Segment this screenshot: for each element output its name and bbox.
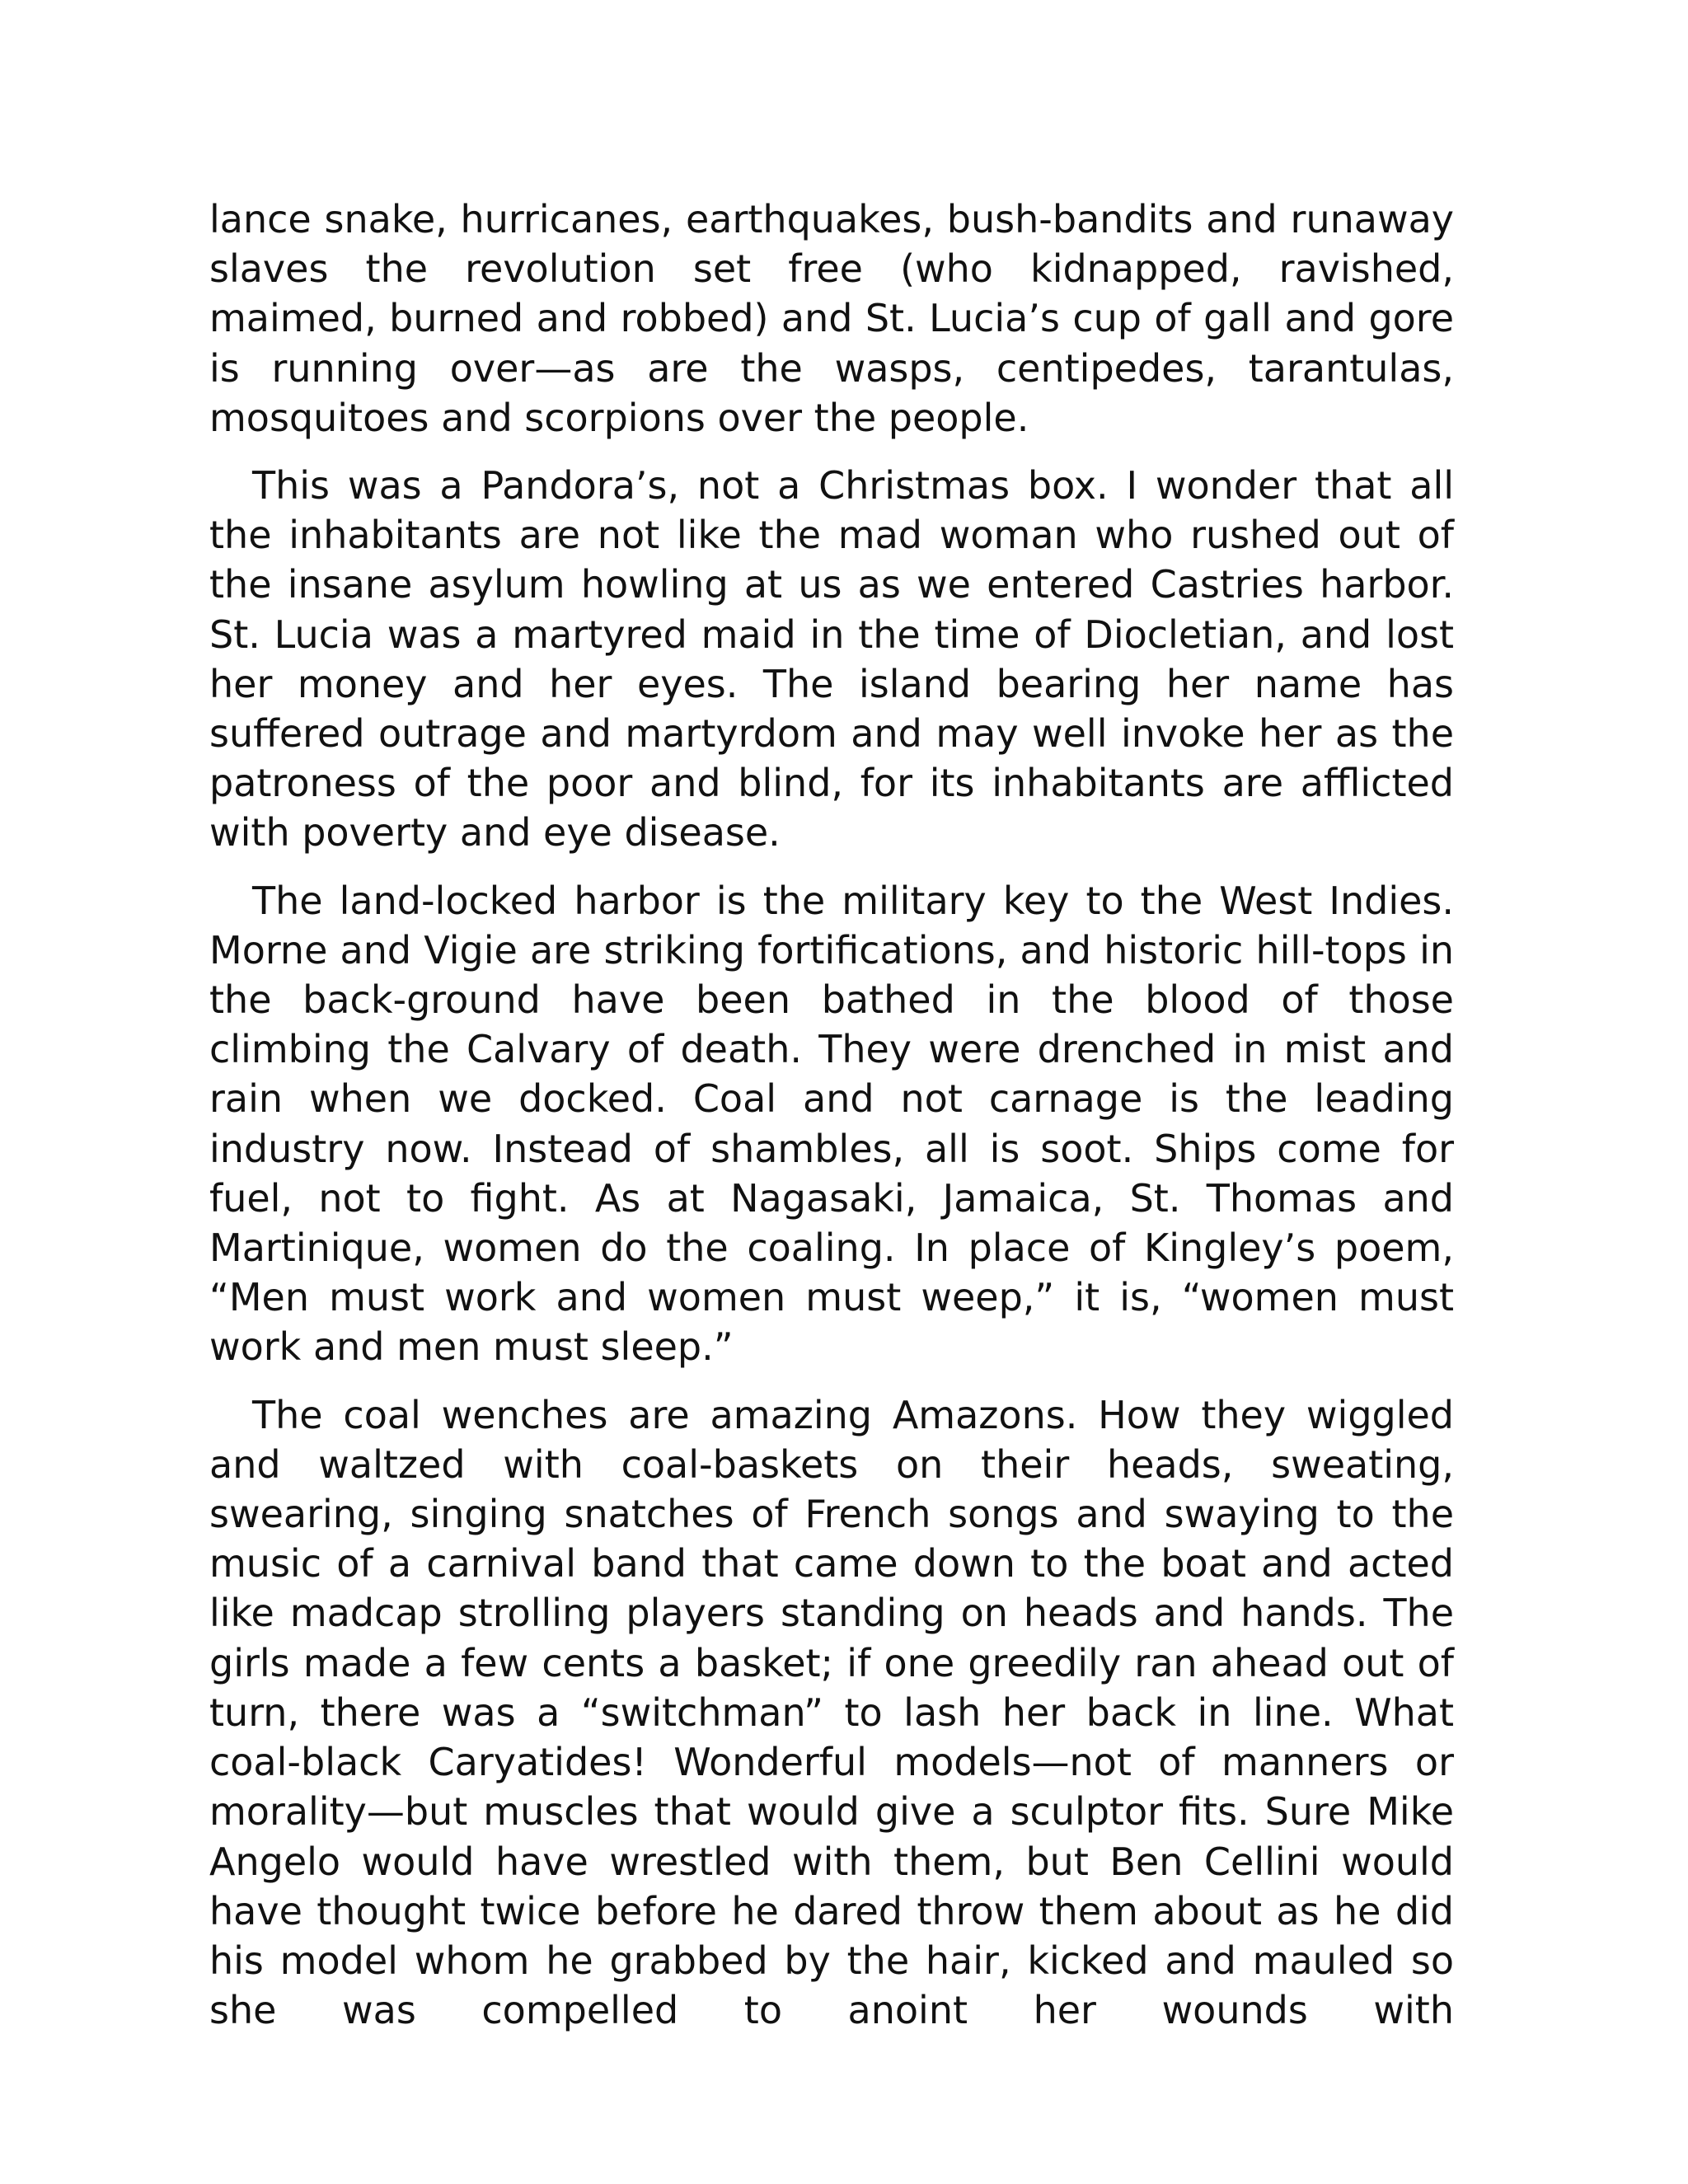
paragraph-4: The coal wenches are amazing Amazons. How they wiggled and waltzed with coal-baskets on their heads, sweating, swearing, singing snatches of French songs and swaying to the music of a carnival band that came down to the boat and acted like madcap strolling players standing on heads and hands. The girls made a few cents a basket; if one greedily ran ahead out of turn, there was a “switchman” to lash her back in line. What coal-black Caryatides! Wonderful models—not of manners or morality—but muscles that would give a sculptor fits. Sure Mike Angelo would have wrestled with them, but Ben Cellini would have thought twice before he dared throw them about as he did his model whom he grabbed by the hair, kicked and mauled so she was compelled to anoint her wounds with [209,1392,1454,2033]
paragraph-2: This was a Pandora’s, not a Christmas box. I wonder that all the inhabitants are not like the mad woman who rushed out of the insane asylum howling at us as we entered Castries harbor. St. Lucia was a martyred maid in the time of Diocletian, and lost her money and her eyes. The island bearing her name has suffered outrage and martyrdom and may well invoke her as the patroness of the poor and blind, for its inhabitants are afflicted with poverty and eye disease. [209,463,1454,855]
paragraph-1: lance snake, hurricanes, earthquakes, bush-bandits and runaway slaves the revolution set free (who kidnapped, ravished, maimed, burned and robbed) and St. Lucia’s cup of gall and gore is running over—as are the wasps, centipedes, tarantulas, mosquitoes and scorpions over the people. [209,197,1454,440]
book-page [209,194,1454,2035]
paragraph-3: The land-locked harbor is the military key to the West Indies. Morne and Vigie are striking fortifications, and historic hill-tops in the back-ground have been bathed in the blood of those climbing the Calvary of death. They were drenched in mist and rain when we docked. Coal and not carnage is the leading industry now. Instead of shambles, all is soot. Ships come for fuel, not to fight. As at Nagasaki, Jamaica, St. Thomas and Martinique, women do the coaling. In place of Kingley’s poem, “Men must work and women must weep,” it is, “women must work and men must sleep.” [209,878,1454,1370]
